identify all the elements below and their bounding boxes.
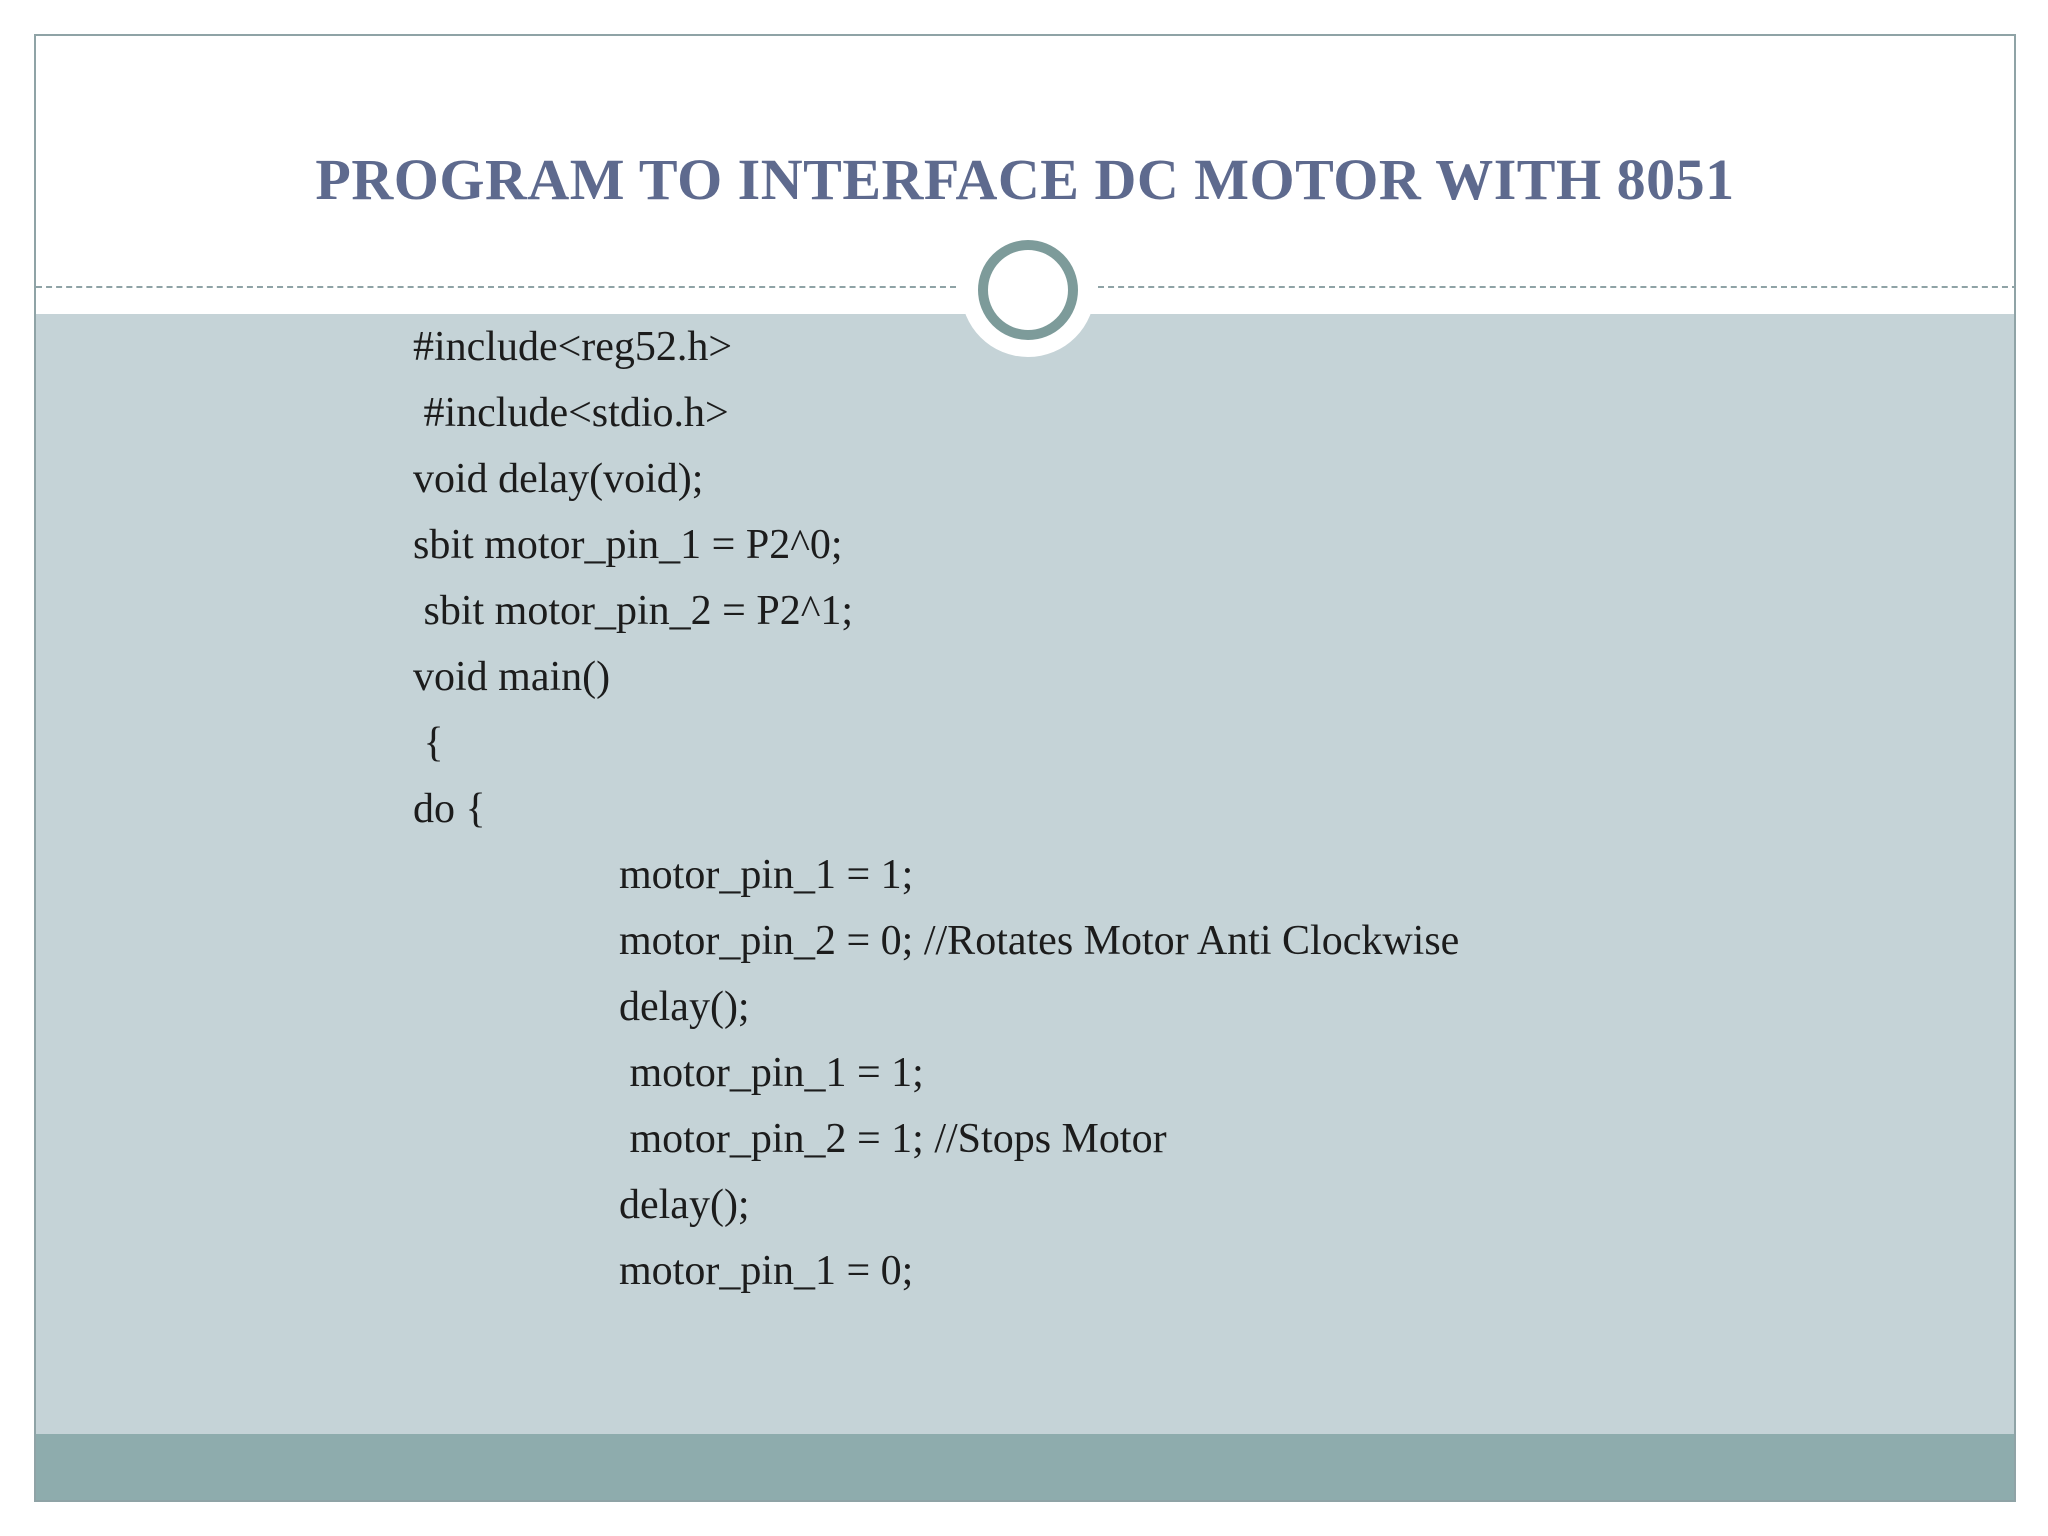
code-line: delay();: [619, 1182, 750, 1228]
code-line: #include<reg52.h>: [413, 324, 733, 370]
content-area: [36, 314, 2014, 1434]
title-divider-left: [36, 286, 956, 288]
slide: [34, 34, 2016, 1502]
code-line: motor_pin_2 = 0; //Rotates Motor Anti Clockwise: [619, 918, 1460, 964]
code-line: sbit motor_pin_1 = P2^0;: [413, 522, 843, 568]
code-line: {: [413, 720, 444, 766]
title-divider-right: [1098, 286, 2016, 288]
code-listing: [36, 314, 2014, 1434]
code-line: motor_pin_1 = 1;: [619, 852, 914, 898]
code-line: void delay(void);: [413, 456, 704, 502]
code-line: delay();: [619, 984, 750, 1030]
code-line: motor_pin_1 = 0;: [619, 1248, 914, 1294]
code-line: motor_pin_1 = 1;: [619, 1050, 924, 1096]
code-line: sbit motor_pin_2 = P2^1;: [413, 588, 854, 634]
circle-ornament-icon: [978, 240, 1078, 340]
slide-title: PROGRAM TO INTERFACE DC MOTOR WITH 8051: [315, 147, 1735, 212]
code-line: do {: [413, 786, 486, 832]
footer-band: [36, 1434, 2014, 1502]
code-line: motor_pin_2 = 1; //Stops Motor: [619, 1116, 1167, 1162]
code-line: void main(): [413, 654, 611, 700]
code-line: #include<stdio.h>: [413, 390, 729, 436]
